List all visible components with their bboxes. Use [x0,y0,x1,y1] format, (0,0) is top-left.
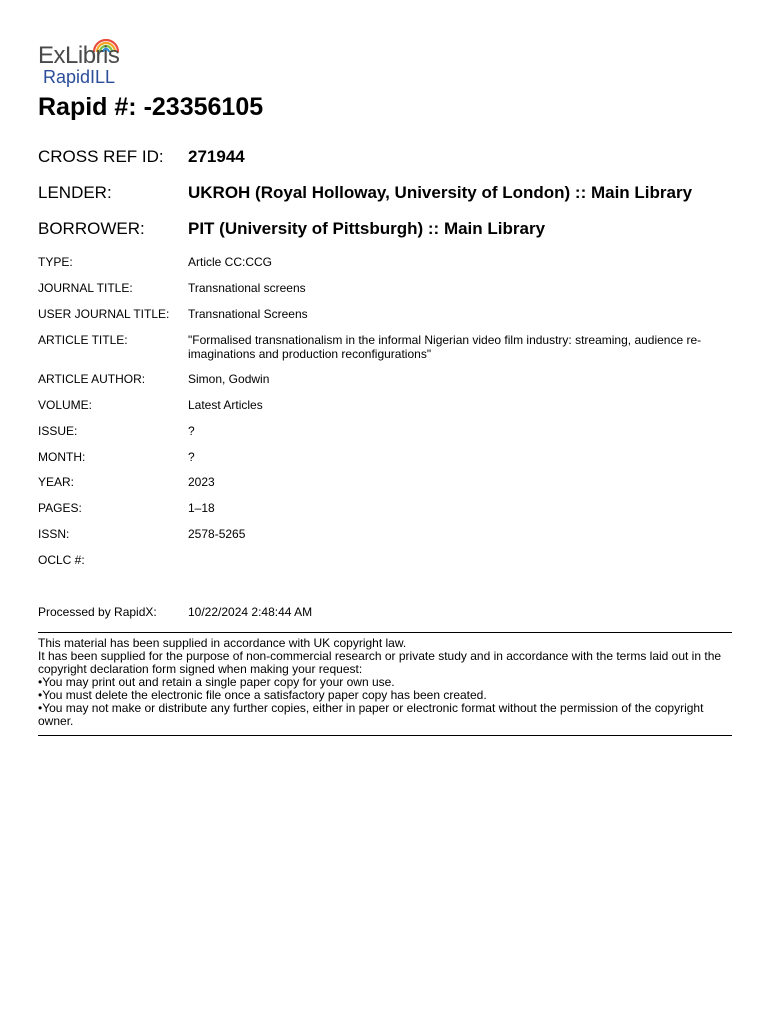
issue-label: ISSUE: [38,424,78,438]
journal-title-label: JOURNAL TITLE: [38,281,133,295]
notice-bottom-divider [38,735,732,736]
lender-value: UKROH (Royal Holloway, University of London) :: Main Library [188,183,693,202]
month-label: MONTH: [38,450,86,464]
borrower-label: BORROWER: [38,219,145,238]
processed-value: 10/22/2024 2:48:44 AM [188,605,313,619]
pages-label: PAGES: [38,501,82,515]
type-value: Article CC:CCG [188,255,273,269]
year-label: YEAR: [38,475,75,489]
rapid-number-title: Rapid #: -23356105 [38,93,264,121]
article-author-value: Simon, Godwin [188,372,270,386]
issn-label: ISSN: [38,527,70,541]
copyright-notice [38,637,732,728]
notice-line: •You may not make or distribute any further copies, either in paper or electronic format without the permission of the copyright owner. [38,701,704,728]
notice-top-divider [38,632,732,633]
notice-line: It has been supplied for the purpose of non-commercial research or private study and in accordance with the terms laid out in the copyright declaration form signed when making your request: [38,649,722,676]
user-journal-title-label: USER JOURNAL TITLE: [38,307,170,321]
article-title-value: "Formalised transnationalism in the informal Nigerian video film industry: streaming, audience re-imaginations and production reconfigurations" [188,333,702,361]
cross-ref-value: 271944 [188,147,245,166]
notice-line: •You must delete the electronic file once a satisfactory paper copy has been created. [38,688,487,702]
article-author-label: ARTICLE AUTHOR: [38,372,146,386]
type-label: TYPE: [38,255,73,269]
issn-value: 2578-5265 [188,527,246,541]
article-title-label: ARTICLE TITLE: [38,333,128,347]
journal-title-value: Transnational screens [188,281,306,295]
processed-label: Processed by RapidX: [38,605,157,619]
lender-label: LENDER: [38,183,112,202]
user-journal-title-value: Transnational Screens [188,307,308,321]
logo-brand-text: ExLibris [38,42,120,69]
notice-line: •You may print out and retain a single paper copy for your own use. [38,675,395,689]
issue-value: ? [188,424,195,438]
oclc-label: OCLC #: [38,553,85,567]
borrower-value: PIT (University of Pittsburgh) :: Main Library [188,219,546,238]
cross-ref-label: CROSS REF ID: [38,147,164,166]
year-value: 2023 [188,475,215,489]
volume-value: Latest Articles [188,398,263,412]
logo-product-text: RapidILL [43,67,116,87]
volume-label: VOLUME: [38,398,93,412]
notice-line: This material has been supplied in accordance with UK copyright law. [38,636,407,650]
pages-value: 1–18 [188,501,215,515]
exlibris-rapidill-logo [38,38,138,92]
month-value: ? [188,450,195,464]
